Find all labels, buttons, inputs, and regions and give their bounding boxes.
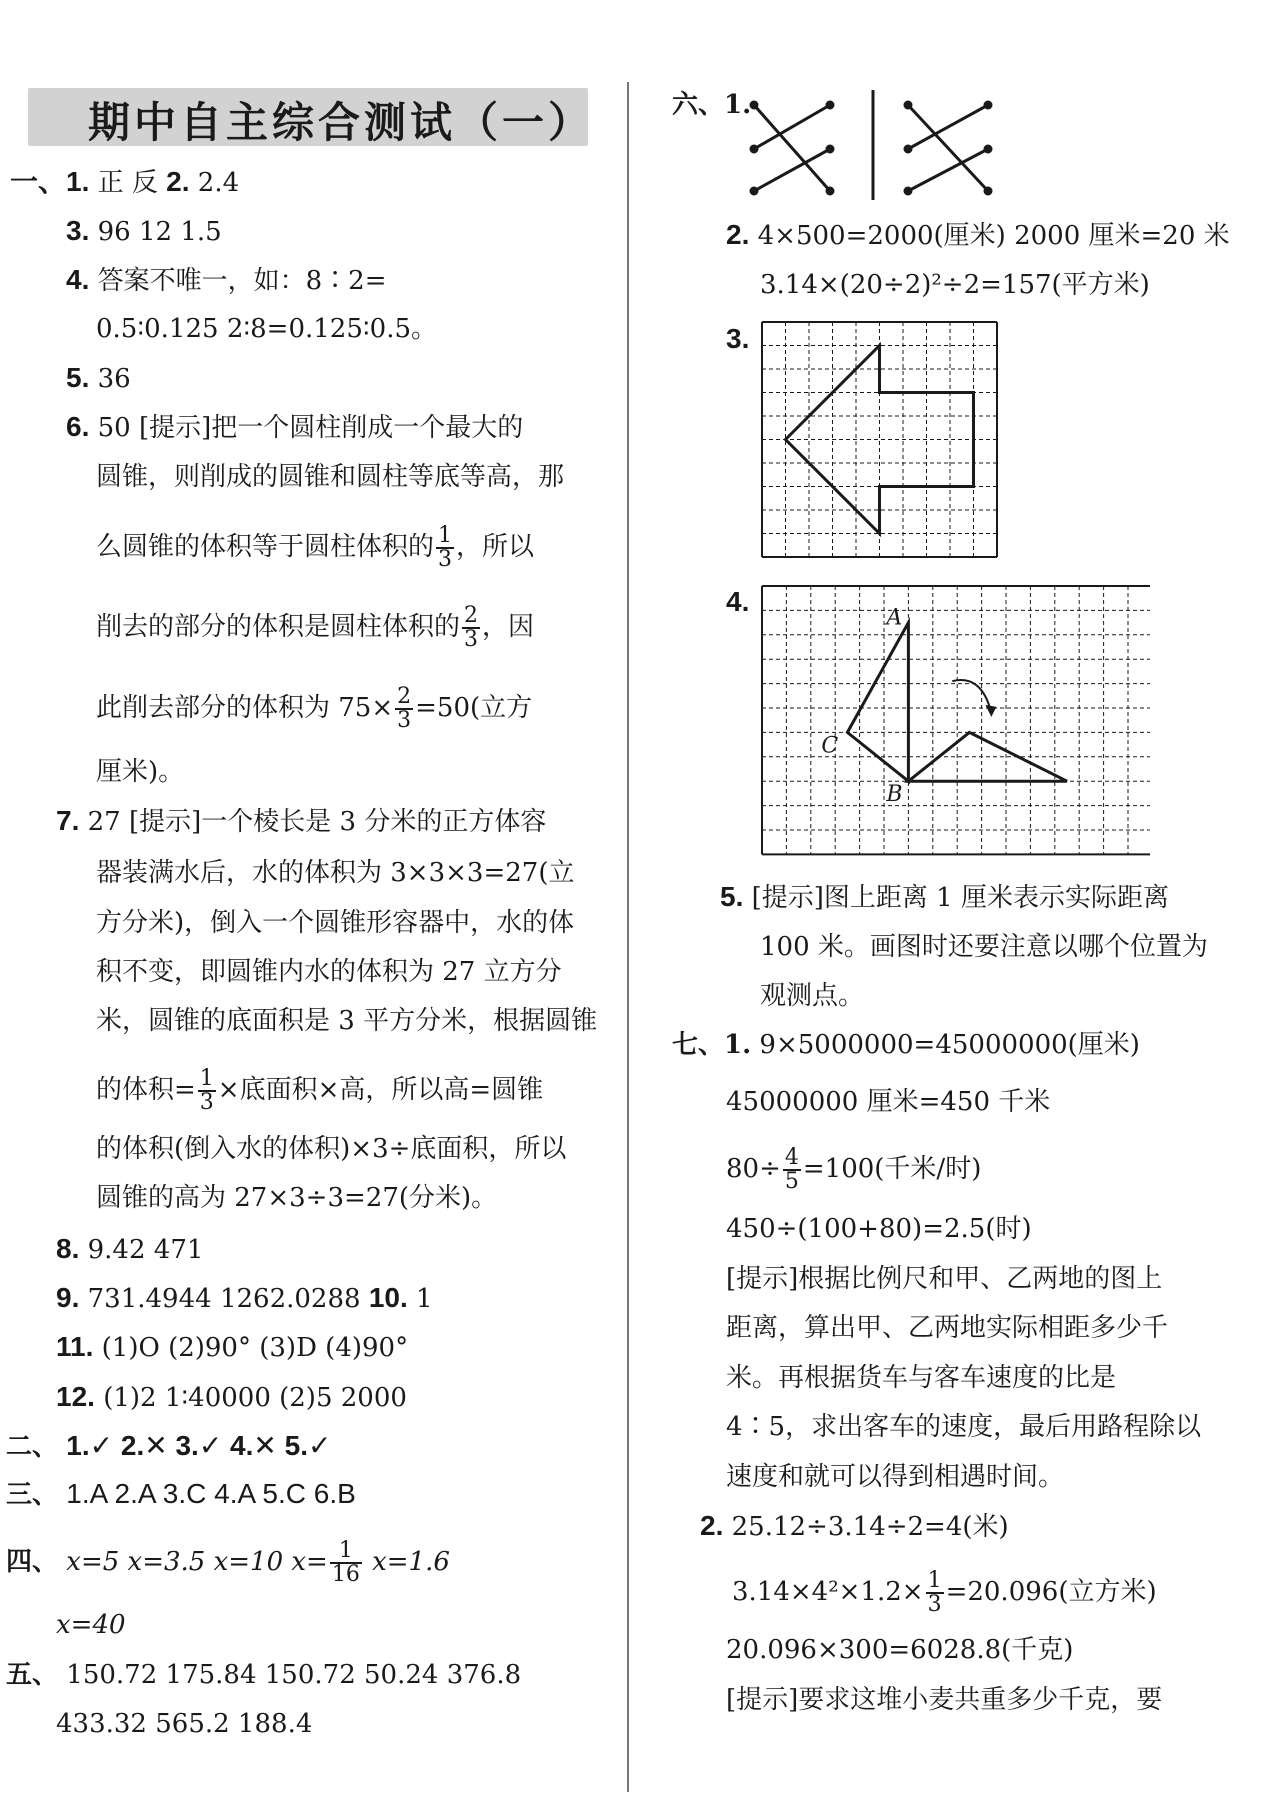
fraction: $\frac{2}{3}$ — [397, 684, 412, 733]
grid-lines — [762, 586, 1150, 854]
answer-line: 4. 答案不唯一，如：8∶2= — [66, 264, 387, 296]
answer-line: [提示]要求这堆小麦共重多少千克，要 — [726, 1685, 1163, 1715]
answer-line: 9. 731.4944 1262.0288 10. 1 — [56, 1282, 433, 1314]
answer-line: 圆锥，则削成的圆锥和圆柱等底等高，那 — [96, 462, 565, 492]
answer-line: 此削去部分的体积为 75× $\frac{2}{3}$ =50(立方 — [96, 684, 533, 733]
answer-line: 80÷ $\frac{4}{5}$ =100(千米/时) — [726, 1145, 982, 1194]
answer-line: 100 米。画图时还要注意以哪个位置为 — [760, 932, 1208, 962]
answer-line: 3. — [726, 323, 750, 354]
answer-line: 六、1. — [672, 90, 752, 120]
answer-line: 一、1. 正 反 2. 2.4 — [10, 166, 240, 198]
answer-line: 么圆锥的体积等于圆柱体积的 $\frac{1}{3}$ ，所以 — [96, 523, 535, 572]
fraction: $\frac{1}{3}$ — [438, 523, 453, 572]
answer-line: [提示]根据比例尺和甲、乙两地的图上 — [726, 1264, 1163, 1294]
answer-line: 5. [提示]图上距离 1 厘米表示实际距离 — [720, 881, 1169, 913]
fraction: $\frac{1}{16}$ — [331, 1538, 360, 1587]
answer-line: 米。再根据货车与客车速度的比是 — [726, 1363, 1117, 1393]
answer-line: 5. 36 — [66, 362, 131, 394]
answer-line: 观测点。 — [760, 981, 865, 1011]
vertex-label-c: C — [821, 733, 839, 759]
matching-lines-right — [905, 102, 991, 194]
answer-line: 0.5∶0.125 2∶8=0.125∶0.5。 — [96, 314, 437, 344]
fraction: $\frac{2}{3}$ — [464, 603, 479, 652]
answer-line: 距离，算出甲、乙两地实际相距多少千 — [726, 1313, 1169, 1343]
answer-line: 器装满水后，水的体积为 3×3×3=27(立 — [96, 858, 575, 888]
rotation-grid-figure — [760, 584, 1150, 859]
answer-line: 3. 96 12 1.5 — [66, 215, 222, 247]
answer-line: 的体积= $\frac{1}{3}$ ×底面积×高，所以高=圆锥 — [96, 1066, 544, 1115]
answer-line: 二、 1.✓ 2.✕ 3.✓ 4.✕ 5.✓ — [6, 1430, 332, 1462]
answer-line: x=40 — [56, 1610, 126, 1640]
matching-lines-left — [751, 102, 833, 194]
answer-line: 20.096×300=6028.8(千克) — [726, 1635, 1074, 1665]
triangle-original — [847, 623, 908, 782]
answer-line: 2. 25.12÷3.14÷2=4(米) — [700, 1510, 1009, 1542]
answer-line: 45000000 厘米=450 千米 — [726, 1087, 1051, 1117]
answer-line: 米，圆锥的底面积是 3 平方分米，根据圆锥 — [96, 1006, 598, 1036]
answer-line: 的体积(倒入水的体积)×3÷底面积，所以 — [96, 1134, 567, 1164]
answer-line: 四、 x=5 x=3.5 x=10 x= $\frac{1}{16}$ x=1.6 — [6, 1538, 450, 1587]
page-title: 期中自主综合测试（一） — [88, 98, 595, 147]
vertex-label-a: A — [886, 605, 903, 631]
column-divider — [627, 82, 629, 1792]
answer-line: 3.14×4²×1.2× $\frac{1}{3}$ =20.096(立方米) — [732, 1568, 1157, 1617]
answer-line: 6. 50 [提示]把一个圆柱削成一个最大的 — [66, 411, 524, 443]
rotation-arrowhead — [985, 705, 996, 717]
answer-line: 11. (1)O (2)90° (3)D (4)90° — [56, 1331, 409, 1363]
fraction: $\frac{1}{3}$ — [927, 1568, 942, 1617]
fraction: $\frac{1}{3}$ — [199, 1066, 214, 1115]
answer-line: 450÷(100+80)=2.5(时) — [726, 1214, 1032, 1244]
vertex-label-b: B — [886, 782, 903, 808]
fraction: $\frac{4}{5}$ — [784, 1145, 799, 1194]
answer-line: 速度和就可以得到相遇时间。 — [726, 1462, 1065, 1492]
answer-line: 削去的部分的体积是圆柱体积的 $\frac{2}{3}$ ，因 — [96, 603, 535, 652]
answer-line: 2. 4×500=2000(厘米) 2000 厘米=20 米 — [726, 219, 1230, 251]
answer-line: 厘米)。 — [96, 757, 185, 787]
answer-line: 433.32 565.2 188.4 — [56, 1709, 313, 1739]
answer-line: 三、 1.A 2.A 3.C 4.A 5.C 6.B — [6, 1478, 356, 1510]
answer-line: 8. 9.42 471 — [56, 1233, 204, 1265]
answer-line: 12. (1)2 1∶40000 (2)5 2000 — [56, 1381, 407, 1413]
answer-line: 4∶5，求出客车的速度，最后用路程除以 — [726, 1412, 1202, 1442]
answer-line: 积不变，即圆锥内水的体积为 27 立方分 — [96, 957, 562, 987]
answer-line: 五、 150.72 175.84 150.72 50.24 376.8 — [6, 1660, 522, 1690]
answer-line: 七、1. 9×5000000=45000000(厘米) — [672, 1030, 1140, 1060]
answer-line: 3.14×(20÷2)²÷2=157(平方米) — [760, 270, 1150, 300]
title-banner — [28, 88, 595, 147]
answer-line: 4. — [726, 586, 750, 617]
answer-line: 方分米)，倒入一个圆锥形容器中，水的体 — [96, 908, 575, 938]
arrow-grid-figure — [760, 320, 1000, 565]
matching-lines-figure — [740, 85, 1010, 205]
answer-line: 7. 27 [提示]一个棱长是 3 分米的正方体容 — [56, 805, 547, 837]
answer-line: 圆锥的高为 27×3÷3=27(分米)。 — [96, 1183, 498, 1213]
